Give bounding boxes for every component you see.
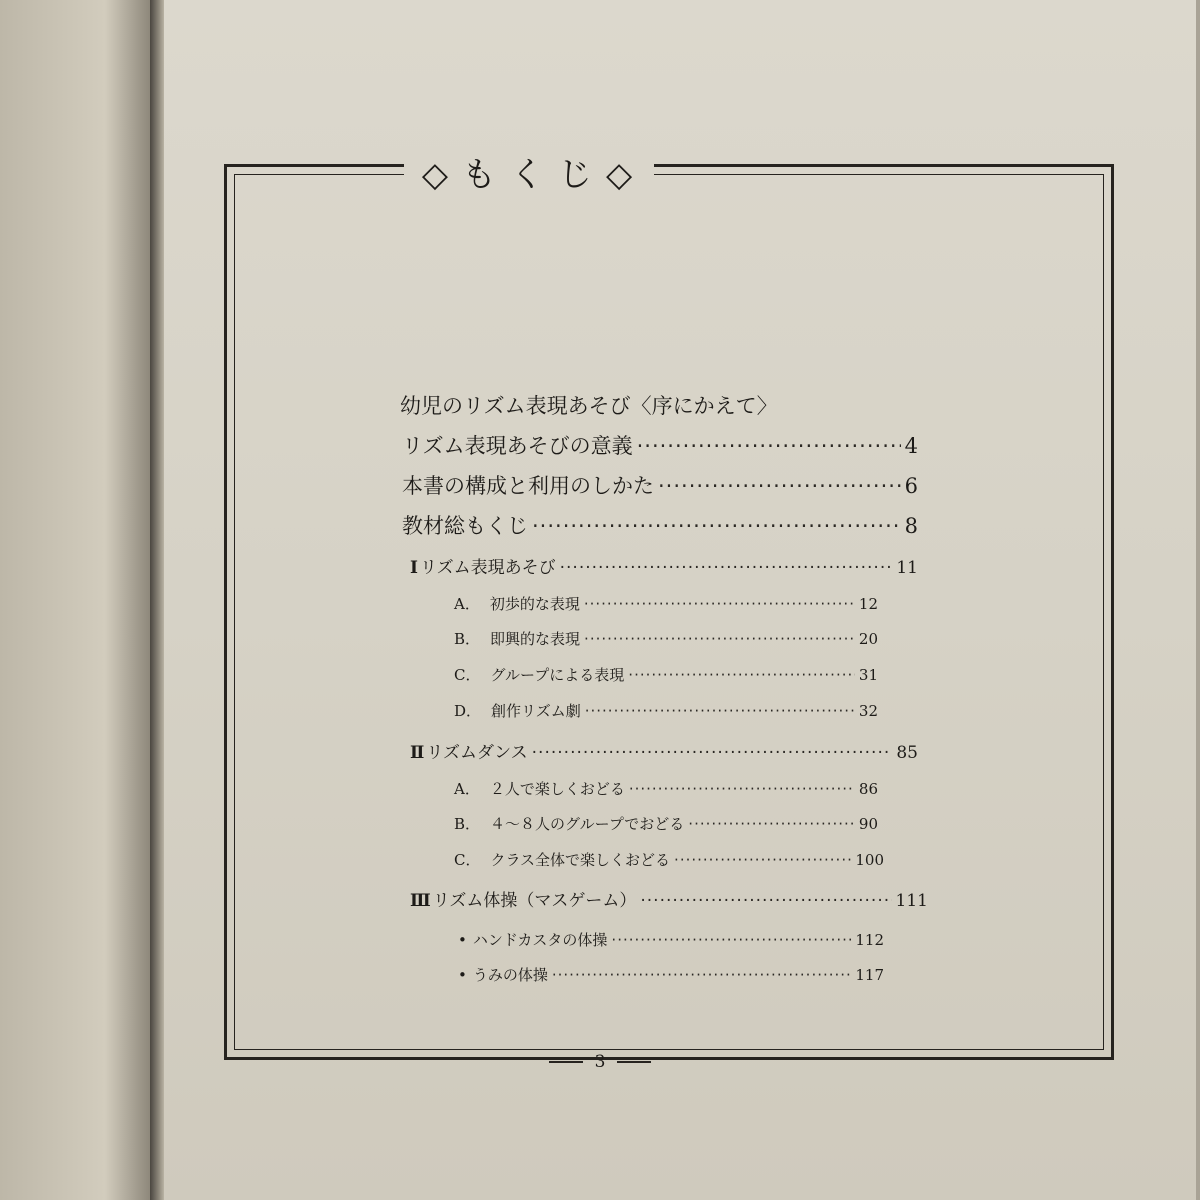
bullet: • [458,966,467,984]
toc-entry-label: 幼児のリズム表現あそび〈序にかえて〉 [400,394,778,418]
section-letter: B． [454,815,481,833]
toc-entry-label: リズムダンス [426,743,528,763]
toc-entry-label: 教材総もくじ [402,514,528,538]
toc-entry-label: ２人で楽しくおどる [489,780,625,798]
toc-title: ◇もくじ◇ [404,146,654,196]
dot-leader [584,595,855,613]
page-footer [0,1052,1200,1072]
section-letter: A． [454,780,480,798]
toc-entry-label: 初歩的な表現 [489,595,580,613]
toc-entry-3-umi[interactable] [458,964,884,985]
dot-leader [637,434,901,458]
footer-dash-right [617,1061,651,1063]
toc-entry-label: 創作リズム劇 [491,702,581,720]
toc-entry-part-2[interactable] [410,738,918,763]
toc-entry-page: 4 [904,434,918,458]
toc-entry-part-3[interactable] [410,886,928,911]
toc-entry-page: 11 [896,558,918,578]
toc-entry-structure[interactable] [402,470,918,500]
toc-entry-significance[interactable] [402,430,918,460]
toc-entry-page: 111 [895,891,928,911]
toc-entry-label: うみの体操 [472,966,548,984]
toc-entry-label: ハンドカスタの体操 [472,931,608,949]
toc-entry-part-1[interactable] [410,553,918,578]
toc-entry-preface[interactable] [400,390,778,420]
toc-entry-1a[interactable] [454,593,878,614]
dot-leader [688,815,855,833]
part-numeral: Ⅱ [410,743,425,763]
dot-leader [640,891,891,911]
toc-entry-2c[interactable] [454,849,884,870]
toc-entry-page: 117 [855,966,884,984]
section-letter: C． [454,666,481,684]
toc-entry-label: リズム表現あそびの意義 [402,434,633,458]
toc-entry-page: 8 [904,514,918,538]
toc-entry-page: 90 [858,815,878,833]
part-numeral: Ⅲ [410,891,431,911]
toc-entry-page: 112 [855,931,884,949]
toc-entry-3-handcasta[interactable] [458,929,884,950]
dot-leader [560,558,893,578]
dot-leader [532,743,893,763]
dot-leader [674,851,851,869]
section-letter: A． [454,595,480,613]
part-numeral: Ⅰ [410,558,418,578]
bullet: • [458,931,467,949]
dot-leader [552,966,851,984]
toc-entry-label: 本書の構成と利用のしかた [402,474,654,498]
toc-entry-label: グループによる表現 [490,666,625,684]
toc-entry-page: 6 [904,474,918,498]
toc-entry-1c[interactable] [454,664,878,685]
dot-leader [628,666,855,684]
toc-entry-1d[interactable] [454,700,878,721]
dot-leader [585,702,855,720]
toc-entry-page: 31 [858,666,878,684]
toc-entry-label: リズム表現あそび [419,558,556,578]
section-letter: C． [454,851,481,869]
toc-entry-materials[interactable] [402,510,918,540]
toc-entry-label: クラス全体で楽しくおどる [490,851,671,869]
toc-entry-label: リズム体操（マスゲーム） [432,891,637,911]
dot-leader [629,780,855,798]
dot-leader [611,931,851,949]
toc-entry-page: 12 [858,595,878,613]
page-number: 3 [594,1052,606,1072]
toc-entry-page: 32 [858,702,878,720]
toc-entry-page: 86 [858,780,878,798]
dot-leader [532,514,901,538]
toc-entry-2b[interactable] [454,813,878,834]
toc-entry-label: ４～８人のグループでおどる [490,815,685,833]
toc-entry-page: 100 [855,851,884,869]
toc-entry-page: 20 [858,630,878,648]
toc-entry-page: 85 [896,743,918,763]
dot-leader [584,630,855,648]
toc-entry-1b[interactable] [454,628,878,649]
section-letter: D． [454,702,482,720]
toc-entry-2a[interactable] [454,778,878,799]
section-letter: B． [454,630,481,648]
footer-dash-left [549,1061,583,1063]
toc-entry-label: 即興的な表現 [490,630,581,648]
dot-leader [658,474,901,498]
